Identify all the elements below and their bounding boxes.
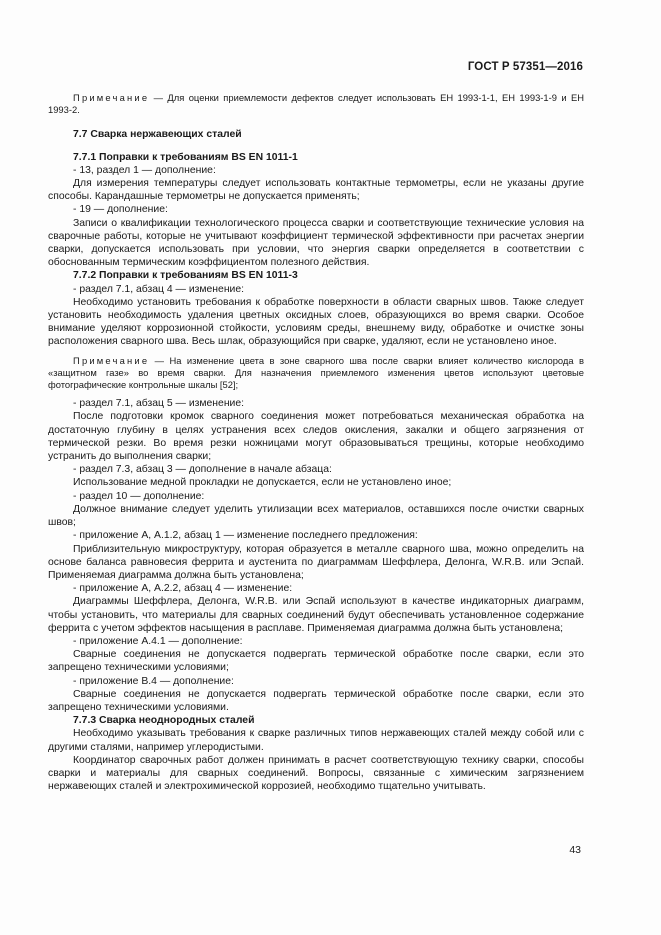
paragraph: - раздел 7.1, абзац 4 — изменение: — [73, 283, 245, 295]
note-text: — Для оценки приемлемости дефектов следует использовать ЕН 1993-1-1, ЕН 1993-1-9 и ЕН 1993-2. — [48, 92, 584, 116]
paragraph: Необходимо указывать требования к сварке различных типов нержавеющих сталей между собой или с другими сталями, например углеродистыми. — [48, 728, 584, 753]
paragraph: - раздел 7.3, абзац 3 — дополнение в начале абзаца: — [73, 464, 332, 476]
paragraph: Должное внимание следует уделить утилизации всех материалов, оставшихся после очистки сварных швов; — [48, 503, 584, 529]
paragraph: Координатор сварочных работ должен принимать в расчет соответствующую технику сварки, способы сварки и материалы для сварных соединений. Вопросы, связанные с химическим загрязнением нержавеющих сталей и электрохимической коррозией, необходимо тщательно учитывать. — [48, 754, 584, 793]
paragraph: Сварные соединения не допускается подвергать термической обработке после сварки, если это запрещено техническими условиями. — [48, 688, 584, 713]
note-color-change — [48, 355, 584, 392]
paragraph: - 19 — дополнение: — [73, 204, 168, 216]
paragraph: - раздел 10 — дополнение: — [73, 490, 205, 502]
paragraph: Для измерения температуры следует использовать контактные термометры, если не указаны другие способы. Карандашные термометры не допускается применять; — [48, 178, 584, 203]
section-7-7-title: 7.7 Сварка нержавеющих сталей — [73, 129, 242, 141]
paragraph: Сварные соединения не допускается подвергать термической обработке после сварки, если это запрещено техническими условиями; — [48, 649, 584, 674]
paragraph: - приложение А.4.1 — дополнение: — [73, 635, 243, 647]
paragraph: Приблизительную микроструктуру, которая образуется в металле сварного шва, можно определить на основе баланса равновесия феррита и аустенита по диаграммам Шеффлера, Делонга, W.R.B. или Эспай. Применяемая диаграмма должна быть установлена; — [48, 543, 584, 581]
paragraph: Диаграммы Шеффлера, Делонга, W.R.B. или Эспай используют в качестве индикаторных диаграмм, чтобы установить, что материалы для сварных соединений будут обеспечивать установленное содержание феррита с учетом эффектов насыщения в расплаве. Применяемая диаграмма должна быть установлена; — [48, 596, 584, 634]
paragraph: Использование медной прокладки не допускается, если не установлено иное; — [73, 477, 452, 489]
section-7-7-1-title: 7.7.1 Поправки к требованиям BS EN 1011-1 — [73, 151, 298, 163]
note-label: Примечание — [73, 92, 150, 103]
section-7-7-3-title: 7.7.3 Сварка неоднородных сталей — [73, 715, 255, 727]
note-defects — [48, 92, 584, 116]
paragraph: - приложение А, А.1.2, абзац 1 — изменение последнего предложения: — [73, 530, 418, 542]
document-code: ГОСТ Р 57351—2016 — [467, 61, 583, 73]
note-label: Примечание — [73, 354, 150, 366]
note-text: — На изменение цвета в зоне сварного шва после сварки влияет количество кислорода в «защитном газе» во время сварки. Для назначения приемлемого изменения цветов используют цветовые фотографические контрольные шкалы [52]; — [48, 354, 584, 391]
paragraph: - 13, раздел 1 — дополнение: — [73, 164, 216, 176]
paragraph: После подготовки кромок сварного соединения может потребоваться механическая обработка на достаточную глубину в целях устранения всех следов окисления, закалки и общего загрязнения от термической резки. Во время резки ножницами могут образовываться трещины, которые необходимо устранить до выполнения сварки; — [48, 411, 584, 463]
section-7-7-2-title: 7.7.2 Поправки к требованиям BS EN 1011-3 — [73, 270, 298, 282]
page-content — [48, 92, 584, 793]
paragraph: - раздел 7.1, абзац 5 — изменение: — [73, 398, 245, 410]
paragraph: - приложение В.4 — дополнение: — [73, 675, 234, 687]
paragraph: Записи о квалификации технологического процесса сварки и соответствующие технические условия на сварочные работы, которые не учитывают коэффициент термической эффективности при расчетах энергии сварки, допускается использовать при условии, что энергия сварки определяется в соответствии с обоснованным термическим коэффициентом полезного действия. — [48, 217, 584, 269]
page-number: 43 — [569, 844, 581, 856]
paragraph: Необходимо установить требования к обработке поверхности в области сварных швов. Также следует установить необходимость удаления цветных оксидных слоев, образующихся во время сварки. Особое внимание уделяют коррозионной стойкости, условиям среды, внешнему виду, обработке и очистке зоны расположения сварного шва. Весь шлак, образующийся при сварке, удаляют, если не установлено иное. — [48, 296, 584, 348]
paragraph: - приложение А, А.2.2, абзац 4 — изменение: — [73, 583, 293, 595]
